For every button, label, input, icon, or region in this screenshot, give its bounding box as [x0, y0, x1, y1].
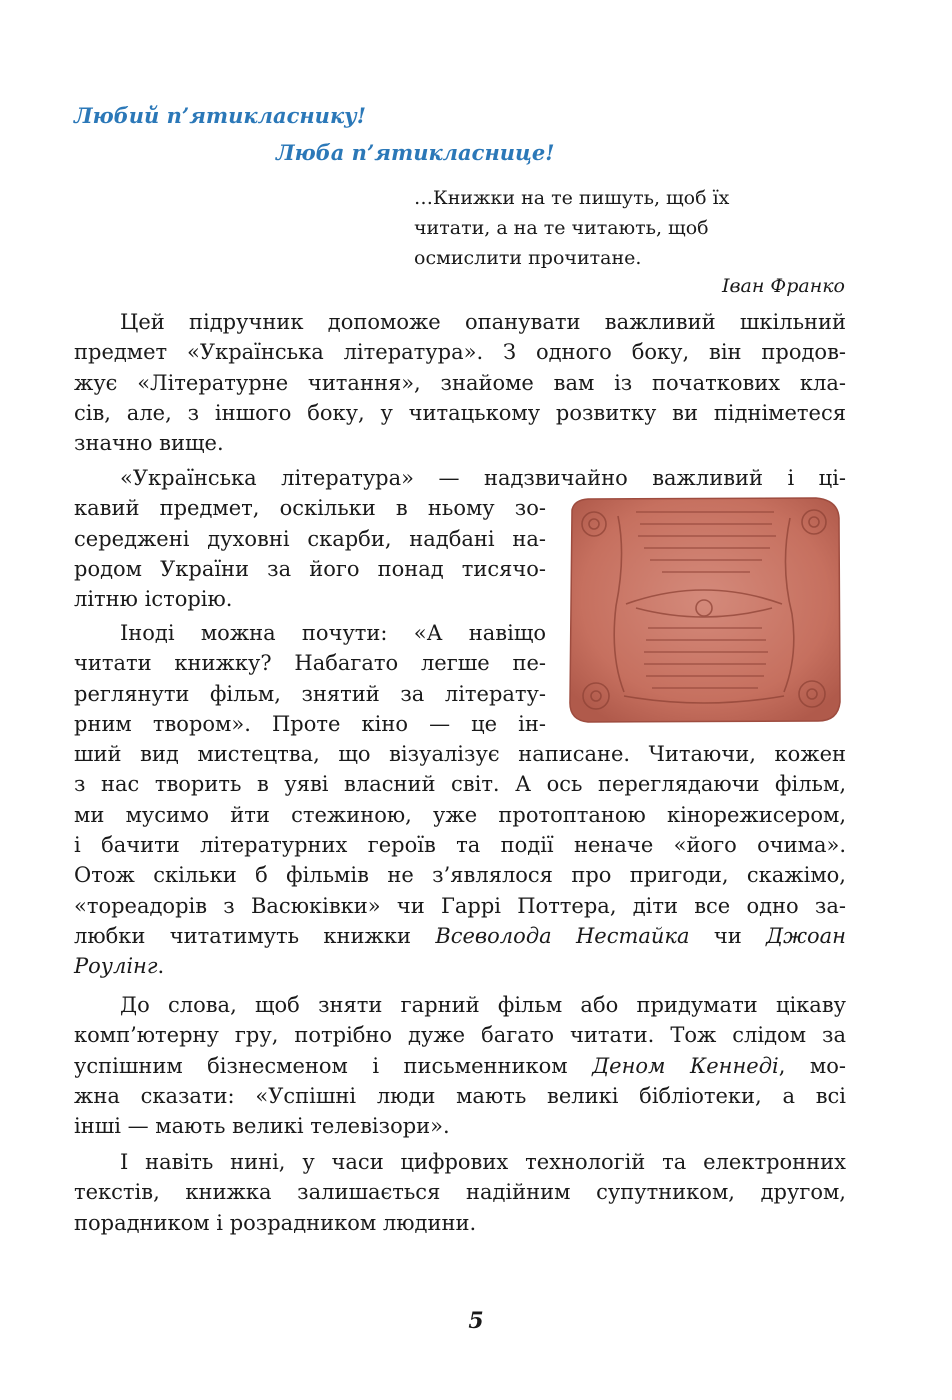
- text-run: .: [157, 954, 165, 979]
- epigraph-line: читати, а на те читають, щоб: [414, 217, 709, 239]
- text-line: порадником і розрадником людини.: [74, 1210, 477, 1235]
- author-name-kennedy: Деном Кеннеді: [592, 1053, 779, 1078]
- text-line: До слова, щоб зняти гарний фільм або придумати цікаву: [120, 993, 846, 1017]
- text-line: комп’ютерну гру, потрібно дуже багато читати. Тож слідом за: [74, 1023, 846, 1048]
- text-run: , мо-: [778, 1053, 846, 1078]
- paragraph-4: [74, 990, 846, 1141]
- text-line: родом України за його понад тисячо-: [74, 556, 546, 581]
- epigraph-line: осмислити прочитане.: [414, 247, 642, 269]
- text-line: з нас творить в уяві власний світ. А ось переглядаючи фільм,: [74, 772, 846, 797]
- text-line: Отож скільки б фільмів не з’являлося про пригоди, скажімо,: [74, 863, 846, 888]
- text-line: інші — мають великі телевізори».: [74, 1114, 450, 1139]
- paragraph-5: [74, 1147, 846, 1238]
- page-number: 5: [468, 1308, 484, 1334]
- text-line: текстів, книжка залишається надійним супутником, другом,: [74, 1180, 846, 1205]
- author-name-rowling-last: Роулінг: [74, 954, 158, 979]
- text-line: жна сказати: «Успішні люди мають великі бібліотеки, а всі: [74, 1083, 846, 1108]
- text-line: кавий предмет, оскільки в ньому зо-: [74, 496, 546, 521]
- text-line: [74, 1051, 846, 1081]
- epigraph-line: …Книжки на те пишуть, щоб їх: [414, 187, 730, 209]
- text-line: реглянути фільм, знятий за літерату-: [74, 681, 546, 706]
- text-line: «тореадорів з Васюківки» чи Гаррі Поттера, діти все одно за-: [74, 893, 846, 918]
- text-line: [74, 921, 846, 951]
- text-run: успішним бізнесменом і письменником: [74, 1053, 593, 1078]
- greeting-line-1: Любий п’ятикласнику!: [74, 103, 366, 128]
- text-line: ший вид мистецтва, що візуалізує написане. Читаючи, кожен: [74, 742, 846, 767]
- text-line: Іноді можна почути: «А навіщо: [120, 621, 546, 645]
- text-line: предмет «Українська література». З одного боку, він продов-: [74, 340, 846, 365]
- text-line: жує «Літературне читання», знайоме вам із початкових кла-: [74, 370, 846, 395]
- text-line: сів, але, з іншого боку, у читацькому розвитку ви підніметеся: [74, 400, 846, 425]
- text-line: «Українська література» — надзвичайно важливий і ці-: [120, 466, 846, 490]
- text-line: [74, 951, 846, 981]
- text-line: середжені духовні скарби, надбані на-: [74, 526, 546, 551]
- epigraph-author: Іван Франко: [721, 275, 845, 297]
- text-line: І навіть нині, у часи цифрових технологій та електронних: [120, 1150, 846, 1174]
- text-line: і бачити літературних героїв та події неначе «його очима».: [74, 833, 846, 858]
- text-line: ми мусимо йти стежиною, уже протоптаною кінорежисером,: [74, 802, 846, 827]
- text-line: Цей підручник допоможе опанувати важливий шкільний: [120, 310, 846, 334]
- clay-tablet-illustration: [566, 496, 842, 724]
- epigraph-quote: [414, 183, 834, 273]
- text-line: літню історію.: [74, 587, 233, 612]
- clay-tablet-image: [566, 496, 842, 724]
- author-name-rowling-first: Джоан: [766, 923, 846, 948]
- text-run: чи: [689, 923, 767, 948]
- author-name-nestaiko: Всеволода Нестайка: [435, 923, 690, 948]
- paragraph-1: [74, 307, 846, 458]
- greeting-line-2: Люба п’ятикласнице!: [276, 140, 555, 165]
- text-line: рним твором». Проте кіно — це ін-: [74, 711, 546, 736]
- text-run: любки читатимуть книжки: [74, 923, 436, 948]
- text-line: значно вище.: [74, 431, 224, 456]
- text-line: читати книжку? Набагато легше пе-: [74, 651, 546, 676]
